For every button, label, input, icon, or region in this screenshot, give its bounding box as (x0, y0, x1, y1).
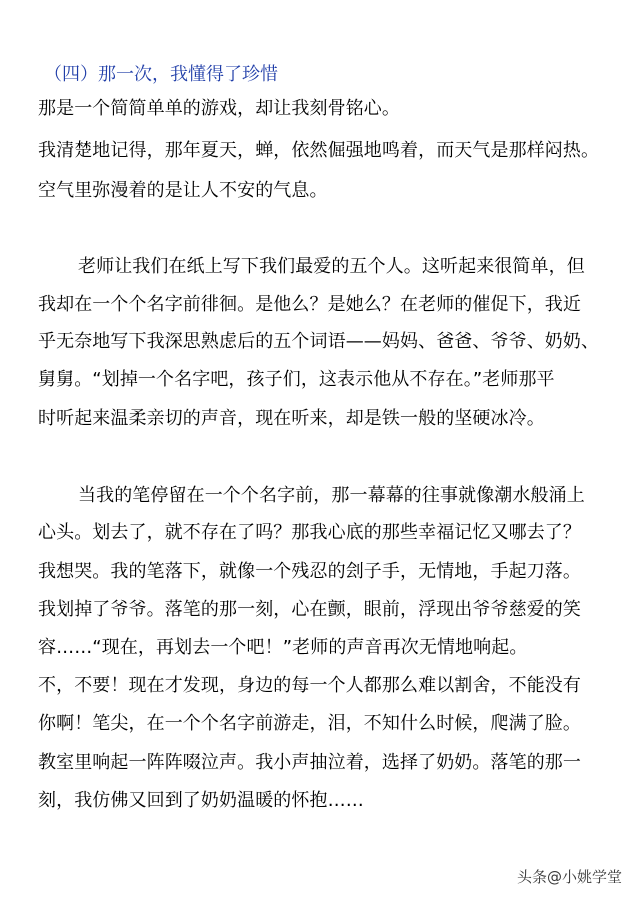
text-line: 乎无奈地写下我深思熟虑后的五个词语——妈妈、爸爸、爷爷、奶奶、 (38, 331, 600, 352)
text-line: 时听起来温柔亲切的声音，现在听来，却是铁一般的坚硬冰冷。 (38, 408, 545, 429)
text-line: 空气里弥漫着的是让人不安的气息。 (38, 180, 328, 201)
text-line: 刻，我仿佛又回到了奶奶温暖的怀抱…… (38, 790, 364, 811)
text-line: 教室里响起一阵阵啜泣声。我小声抽泣着，选择了奶奶。落笔的那一 (38, 752, 581, 773)
page-title: （四）那一次，我懂得了珍惜 (44, 64, 278, 85)
text-line: 心头。划去了，就不存在了吗？那我心底的那些幸福记忆又哪去了？ (38, 522, 581, 543)
watermark-label: 头条@小姚学堂 (516, 868, 622, 886)
text-line: 舅舅。“划掉一个名字吧，孩子们，这表示他从不存在。”老师那平 (38, 369, 555, 390)
text-line: 那是一个简简单单的游戏，却让我刻骨铭心。 (38, 98, 400, 119)
text-line: 容……“现在，再划去一个吧！”老师的声音再次无情地响起。 (38, 637, 528, 658)
text-line: 当我的笔停留在一个个名字前，那一幕幕的往事就像潮水般涌上 (78, 485, 585, 506)
text-line: 老师让我们在纸上写下我们最爱的五个人。这听起来很简单，但 (78, 256, 585, 277)
text-line: 不，不要！现在才发现，身边的每一个人都那么难以割舍，不能没有 (38, 675, 581, 696)
text-line: 我想哭。我的笔落下，就像一个残忍的刽子手，无情地，手起刀落。 (38, 561, 581, 582)
text-line: 我清楚地记得，那年夏天，蝉，依然倔强地鸣着，而天气是那样闷热。 (38, 140, 600, 161)
text-line: 你啊！笔尖，在一个个名字前游走，泪，不知什么时候，爬满了脸。 (38, 713, 581, 734)
text-line: 我划掉了爷爷。落笔的那一刻，心在颤，眼前，浮现出爷爷慈爱的笑 (38, 599, 581, 620)
text-line: 我却在一个个名字前徘徊。是他么？是她么？在老师的催促下，我近 (38, 294, 581, 315)
